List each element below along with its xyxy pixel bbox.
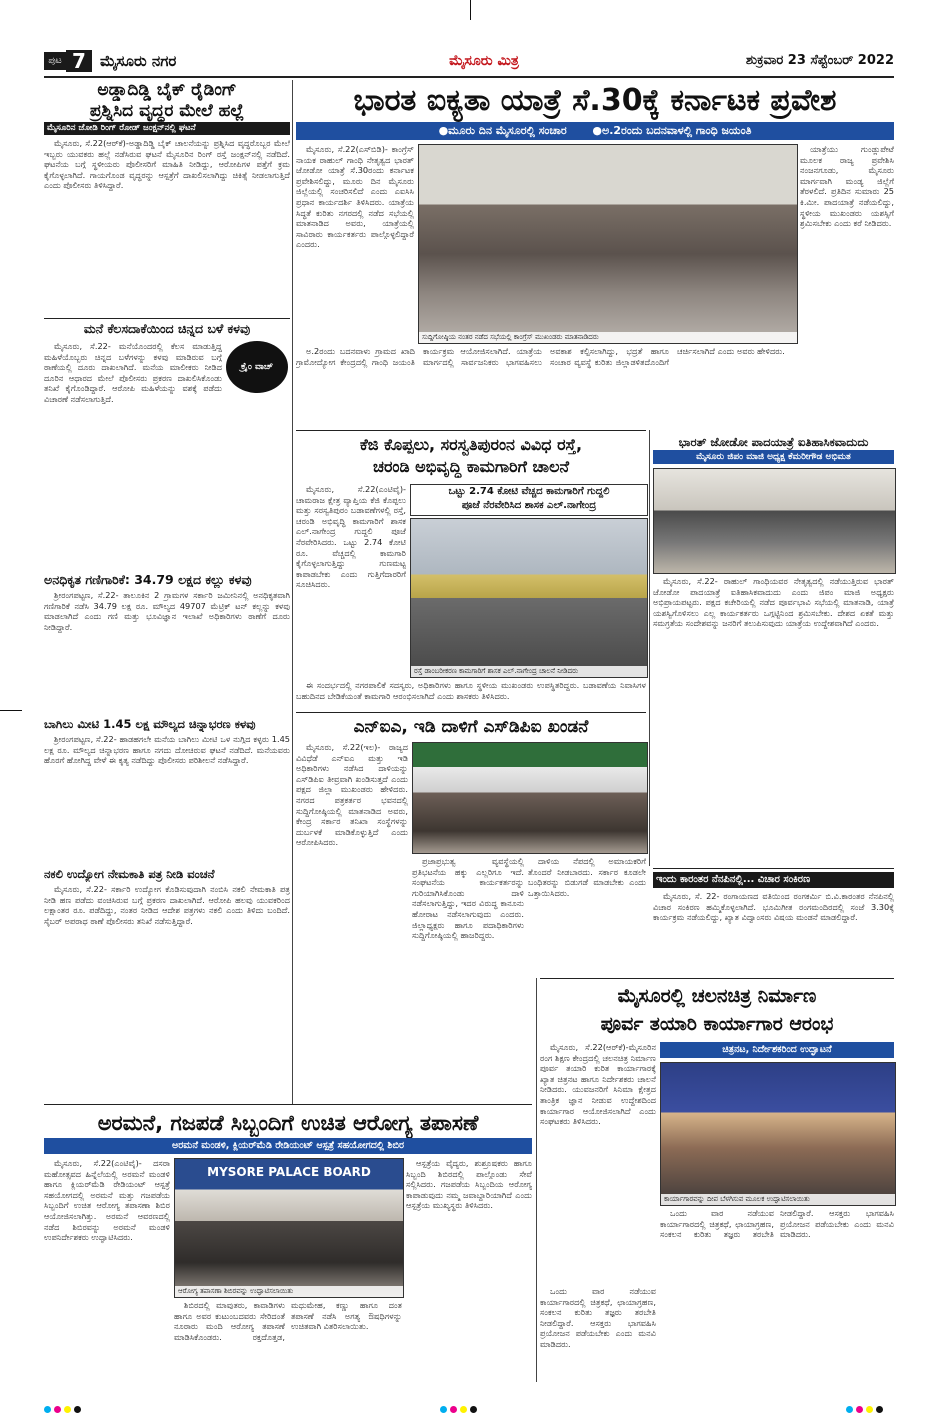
film-story (540, 982, 894, 1382)
left-story-1-strap: ಮೈಸೂರಿನ ಜೋಡಿ ರಿಂಗ್ ರೋಡ್ ಜಂಕ್ಷನ್‌ನಲ್ಲಿ ಘಟನೆ (44, 122, 290, 135)
seminar-body: ಮೈಸೂರು, ಸೆ. 22- ರಂಗಾಯಣದ ವತಿಯಿಂದ ರಂಗಕರ್ಮಿ ಬಿ.ವಿ.ಕಾರಂತರ ನೆನಪಿನಲ್ಲಿ ವಿಚಾರ ಸಂಕಿರಣ ಹಮ್ಮಿಕೊಳ್ಳಲಾಗಿದೆ. ಭೂಮಿಗೀತ ರಂಗಮಂದಿರದಲ್ಲಿ ಸಂಜೆ 3.30ಕ್ಕೆ ಕಾರ್ಯಕ್ರಮ ನಡೆಯಲಿದ್ದು, ಖ್ಯಾತ ವಿದ್ವಾಂಸರು ವಿಷಯ ಮಂಡನೆ ಮಾಡಲಿದ್ದಾರೆ. (653, 891, 894, 923)
lead-strap-right: ●ಅ.2ರಂದು ಬದನವಾಳಲ್ಲಿ ಗಾಂಧಿ ಜಯಂತಿ (592, 124, 752, 137)
left-story-1-headline-2: ಪ್ರಶ್ನಿಸಿದ ವೃದ್ಧರ ಮೇಲೆ ಹಲ್ಲೆ (89, 101, 245, 121)
divider (44, 1104, 532, 1105)
page-number: 7 (66, 50, 92, 72)
divider (296, 712, 646, 713)
lead-body-2: ಅ.2ರಂದು ಬದನವಾಳು ಗ್ರಾಮದ ಖಾದಿ ಗ್ರಾಮೋದ್ಯೋಗ ಕೇಂದ್ರದಲ್ಲಿ ಗಾಂಧಿ ಜಯಂತಿ ಕಾರ್ಯಕ್ರಮ ಆಯೋಜಿಸಲಾಗಿದೆ. ಯಾತ್ರೆಯ ಮಾರ್ಗದಲ್ಲಿ ಸಾರ್ವಜನಿಕರು ಭಾಗವಹಿಸಲು ಅವಕಾಶ ಕಲ್ಪಿಸಲಾಗಿದ್ದು, ಭದ್ರತೆ ಹಾಗೂ ಸಂಚಾರ ವ್ಯವಸ್ಥೆ ಕುರಿತು ಜಿಲ್ಲಾಡಳಿತದೊಂದಿಗೆ ಚರ್ಚಿಸಲಾಗಿದೆ ಎಂದು ಅವರು ಹೇಳಿದರು. (296, 346, 785, 367)
registration-dots-center (440, 1398, 480, 1417)
registration-dots-left (44, 1398, 84, 1417)
left-story-4-headline: ಬಾಗಿಲು ಮೀಟಿ 1.45 ಲಕ್ಷ ಮೌಲ್ಯದ ಚಿನ್ನಾಭರಣ ಕಳವು (44, 717, 256, 731)
left-story-1 (44, 80, 290, 316)
nia-photo (412, 742, 648, 854)
left-story-3 (44, 572, 290, 712)
masthead (44, 50, 894, 72)
lead-body-1: ಮೈಸೂರು, ಸೆ.22(ಎಸ್‌ಬಿಡಿ)- ಕಾಂಗ್ರೆಸ್ ನಾಯಕ ರಾಹುಲ್ ಗಾಂಧಿ ನೇತೃತ್ವದ ಭಾರತ್ ಜೋಡೋ ಯಾತ್ರೆ ಸೆ.30ರಂದು ಕರ್ನಾಟಕ ಪ್ರವೇಶಿಸಲಿದ್ದು, ಮೂರು ದಿನ ಮೈಸೂರು ಜಿಲ್ಲೆಯಲ್ಲಿ ಸಂಚರಿಸಲಿದೆ ಎಂದು ಎಐಸಿಸಿ ಪ್ರಧಾನ ಕಾರ್ಯದರ್ಶಿ ತಿಳಿಸಿದರು. ಯಾತ್ರೆಯ ಸಿದ್ಧತೆ ಕುರಿತು ನಗರದಲ್ಲಿ ನಡೆದ ಸಭೆಯಲ್ಲಿ ಮಾತನಾಡಿದ ಅವರು, ಯಾತ್ರೆಯಲ್ಲಿ ಸಾವಿರಾರು ಕಾರ್ಯಕರ್ತರು ಪಾಲ್ಗೊಳ್ಳಲಿದ್ದಾರೆ ಎಂದರು. (296, 144, 414, 250)
bottom-story (44, 1108, 532, 1382)
palace-board-banner: MYSORE PALACE BOARD (207, 1165, 371, 1179)
bottom-body-1: ಮೈಸೂರು, ಸೆ.22(ಎಂಟಿವೈ)- ದಸರಾ ಮಹೋತ್ಸವದ ಹಿನ್ನೆಲೆಯಲ್ಲಿ ಅರಮನೆ ಮಂಡಳಿ ಹಾಗೂ ಕ್ಲಿಯರ್‌ಮೆಡಿ ರೇಡಿಯಂಟ್ ಆಸ್ಪತ್ರೆ ಸಹಯೋಗದಲ್ಲಿ ಅರಮನೆ ಮತ್ತು ಗಜಪಡೆಯ ಸಿಬ್ಬಂದಿಗೆ ಉಚಿತ ಆರೋಗ್ಯ ತಪಾಸಣಾ ಶಿಬಿರ ಆಯೋಜಿಸಲಾಗಿತ್ತು. ಅರಮನೆ ಆವರಣದಲ್ಲಿ ನಡೆದ ಶಿಬಿರವನ್ನು ಅರಮನೆ ಮಂಡಳಿ ಉಪನಿರ್ದೇಶಕರು ಉದ್ಘಾಟಿಸಿದರು. (44, 1158, 170, 1243)
film-body-1: ಮೈಸೂರು, ಸೆ.22(ಆರ್‌ಕೆ)-ಮೈಸೂರಿನ ರಂಗ ಶಿಕ್ಷಣ ಕೇಂದ್ರದಲ್ಲಿ ಚಲನಚಿತ್ರ ನಿರ್ಮಾಣ ಪೂರ್ವ ತಯಾರಿ ಕುರಿತ ಕಾರ್ಯಾಗಾರಕ್ಕೆ ಖ್ಯಾತ ಚಿತ್ರನಟ ಹಾಗೂ ನಿರ್ದೇಶಕರು ಚಾಲನೆ ನೀಡಿದರು. ಯುವಜನರಿಗೆ ಸಿನಿಮಾ ಕ್ಷೇತ್ರದ ತಾಂತ್ರಿಕ ಜ್ಞಾನ ನೀಡುವ ಉದ್ದೇಶದಿಂದ ಕಾರ್ಯಾಗಾರ ಆಯೋಜಿಸಲಾಗಿದೆ ಎಂದು ಸಂಘಟಕರು ತಿಳಿಸಿದರು. (540, 1042, 656, 1127)
middle-strap-line-1: ಒಟ್ಟು 2.74 ಕೋಟಿ ವೆಚ್ಚದ ಕಾಮಗಾರಿಗೆ ಗುದ್ದಲಿ (448, 486, 610, 497)
middle-headline-2: ಚರಂಡಿ ಅಭಿವೃದ್ಧಿ ಕಾಮಗಾರಿಗೆ ಚಾಲನೆ (373, 457, 569, 476)
column-divider (292, 80, 293, 1104)
film-photo-caption: ಕಾರ್ಯಾಗಾರವನ್ನು ದೀಪ ಬೆಳಗಿಸುವ ಮೂಲಕ ಉದ್ಘಾಟಿಸಲಾಯಿತು (661, 1194, 895, 1205)
left-story-5-body: ಮೈಸೂರು, ಸೆ.22- ಸರ್ಕಾರಿ ಉದ್ಯೋಗ ಕೊಡಿಸುವುದಾಗಿ ನಂಬಿಸಿ ನಕಲಿ ನೇಮಕಾತಿ ಪತ್ರ ನೀಡಿ ಹಣ ಪಡೆದು ವಂಚಿಸಿರುವ ಬಗ್ಗೆ ಪ್ರಕರಣ ದಾಖಲಾಗಿದೆ. ಆರೋಪಿ ಹಲವು ಯುವಕರಿಂದ ಲಕ್ಷಾಂತರ ರೂ. ಪಡೆದಿದ್ದು, ನಂತರ ನೀಡಿದ ಆದೇಶ ಪತ್ರಗಳು ನಕಲಿ ಎಂದು ತಿಳಿದು ಬಂದಿದೆ. ಸೈಬರ್ ಅಪರಾಧ ಠಾಣೆ ಪೊಲೀಸರು ತನಿಖೆ ನಡೆಸುತ್ತಿದ್ದಾರೆ. (44, 884, 290, 926)
nia-body-2: ಪ್ರಜಾಪ್ರಭುತ್ವ ವ್ಯವಸ್ಥೆಯಲ್ಲಿ ಪ್ರತಿಭಟನೆಯ ಹಕ್ಕು ಎಲ್ಲರಿಗೂ ಇದೆ. ಸಂಘಟನೆಯ ಕಾರ್ಯಕರ್ತರನ್ನು ಗುರಿಯಾಗಿಸಿಕೊಂಡು ದಾಳಿ ನಡೆಸಲಾಗುತ್ತಿದ್ದು, ಇದರ ವಿರುದ್ಧ ಕಾನೂನು ಹೋರಾಟ ನಡೆಸಲಾಗುವುದು ಎಂದರು. ಜಿಲ್ಲಾಧ್ಯಕ್ಷರು ಹಾಗೂ ಪದಾಧಿಕಾರಿಗಳು ಸುದ್ದಿಗೋಷ್ಠಿಯಲ್ಲಿ ಹಾಜರಿದ್ದರು. (412, 856, 524, 941)
crop-mark-top (470, 0, 471, 20)
divider (653, 868, 894, 869)
bottom-photo (174, 1158, 404, 1298)
crop-mark-left (0, 710, 22, 711)
masthead-rule (44, 76, 894, 78)
lead-headline: ಭಾರತ ಐಕ್ಯತಾ ಯಾತ್ರೆ ಸೆ.30ಕ್ಕೆ ಕರ್ನಾಟಕ ಪ್ರವೇಶ (353, 83, 837, 118)
middle-body-1: ಮೈಸೂರು, ಸೆ.22(ಎಂಟಿವೈ)- ಚಾಮರಾಜ ಕ್ಷೇತ್ರ ವ್ಯಾಪ್ತಿಯ ಕೆಜಿ ಕೊಪ್ಪಲು ಮತ್ತು ಸರಸ್ವತಿಪುರಂ ಬಡಾವಣೆಗಳಲ್ಲಿ ರಸ್ತೆ, ಚರಂಡಿ ಅಭಿವೃದ್ಧಿ ಕಾಮಗಾರಿಗೆ ಶಾಸಕ ಎಲ್.ನಾಗೇಂದ್ರ ಗುದ್ದಲಿ ಪೂಜೆ ನೆರವೇರಿಸಿದರು. ಒಟ್ಟು 2.74 ಕೋಟಿ ರೂ. ವೆಚ್ಚದಲ್ಲಿ ಕಾಮಗಾರಿ ಕೈಗೊಳ್ಳಲಾಗುತ್ತಿದ್ದು ಗುಣಮಟ್ಟ ಕಾಪಾಡಬೇಕು ಎಂದು ಗುತ್ತಿಗೆದಾರರಿಗೆ ಸೂಚಿಸಿದರು. (296, 484, 406, 590)
middle-headline: ಕೆಜಿ ಕೊಪ್ಪಲು, ಸರಸ್ವತಿಪುರಂನ ವಿವಿಧ ರಸ್ತೆ, (359, 435, 583, 454)
middle-body-2: ಈ ಸಂದರ್ಭದಲ್ಲಿ ನಗರಪಾಲಿಕೆ ಸದಸ್ಯರು, ಅಧಿಕಾರಿಗಳು ಹಾಗೂ ಸ್ಥಳೀಯ ಮುಖಂಡರು ಉಪಸ್ಥಿತರಿದ್ದರು. ಬಡಾವಣೆಯ ನಿವಾಸಿಗಳ ಬಹುದಿನದ ಬೇಡಿಕೆಯಂತೆ ಕಾಮಗಾರಿ ಆರಂಭಿಸಲಾಗಿದೆ ಎಂದು ಶಾಸಕರು ತಿಳಿಸಿದರು. (296, 680, 646, 701)
section-title: ಮೈಸೂರು ನಗರ (100, 52, 177, 70)
nia-body-1: ಮೈಸೂರು, ಸೆ.22(ಇಲ)- ರಾಜ್ಯದ ವಿವಿಧೆಡೆ ಎನ್‌ಐಎ ಮತ್ತು ಇಡಿ ಅಧಿಕಾರಿಗಳು ನಡೆಸಿದ ದಾಳಿಯನ್ನು ಎಸ್‌ಡಿಪಿಐ ತೀವ್ರವಾಗಿ ಖಂಡಿಸುತ್ತದೆ ಎಂದು ಪಕ್ಷದ ಜಿಲ್ಲಾ ಮುಖಂಡರು ಹೇಳಿದರು. ನಗರದ ಪತ್ರಕರ್ತರ ಭವನದಲ್ಲಿ ಸುದ್ದಿಗೋಷ್ಠಿಯಲ್ಲಿ ಮಾತನಾಡಿದ ಅವರು, ಕೇಂದ್ರ ಸರ್ಕಾರ ತನಿಖಾ ಸಂಸ್ಥೆಗಳನ್ನು ದುರ್ಬಳಕೆ ಮಾಡಿಕೊಳ್ಳುತ್ತಿದೆ ಎಂದು ಆರೋಪಿಸಿದರು. (296, 742, 408, 848)
film-photo (660, 1062, 896, 1206)
column-divider (649, 430, 650, 866)
column-divider (536, 978, 537, 1382)
seminar-story (653, 872, 894, 976)
crime-watch-badge: ಕ್ರೈಂ ವಾಚ್ (226, 341, 288, 393)
left-story-2 (44, 321, 290, 569)
right-1-headline: ಭಾರತ್ ಜೋಡೋ ಪಾದಯಾತ್ರೆ ಐತಿಹಾಸಿಕವಾದುದು (678, 435, 869, 449)
lead-body-3: ಯಾತ್ರೆಯು ಗುಂಡ್ಲುಪೇಟೆ ಮೂಲಕ ರಾಜ್ಯ ಪ್ರವೇಶಿಸಿ ನಂಜನಗೂಡು, ಮೈಸೂರು ಮಾರ್ಗವಾಗಿ ಮಂಡ್ಯ ಜಿಲ್ಲೆಗೆ ತೆರಳಲಿದೆ. ಪ್ರತಿದಿನ ಸುಮಾರು 25 ಕಿ.ಮೀ. ಪಾದಯಾತ್ರೆ ನಡೆಯಲಿದ್ದು, ಸ್ಥಳೀಯ ಮುಖಂಡರು ಯಶಸ್ಸಿಗೆ ಶ್ರಮಿಸಬೇಕು ಎಂದು ಕರೆ ನೀಡಿದರು. (800, 144, 894, 229)
page-label: ಪುಟ (44, 52, 66, 70)
divider (44, 318, 290, 319)
bottom-strap: ಅರಮನೆ ಮಂಡಳಿ, ಕ್ಲಿಯರ್‌ಮೆಡಿ ರೇಡಿಯಂಟ್ ಆಸ್ಪತ್ರೆ ಸಹಯೋಗದಲ್ಲಿ ಶಿಬಿರ (44, 1138, 532, 1154)
left-story-3-headline: ಅನಧಿಕೃತ ಗಣಿಗಾರಿಕೆ: 34.79 ಲಕ್ಷದ ಕಲ್ಲು ಕಳವು (44, 572, 252, 587)
seminar-headline: ಇಂದು ಕಾರಂತರ ನೆನಪಿನಲ್ಲಿ... ವಿಚಾರ ಸಂಕಿರಣ (653, 872, 894, 888)
bottom-body-3: ಆಸ್ಪತ್ರೆಯ ವೈದ್ಯರು, ಶುಶ್ರೂಷಕರು ಹಾಗೂ ಸಿಬ್ಬಂದಿ ಶಿಬಿರದಲ್ಲಿ ಪಾಲ್ಗೊಂಡು ಸೇವೆ ಸಲ್ಲಿಸಿದರು. ಗಜಪಡೆಯ ಸಿಬ್ಬಂದಿಯ ಆರೋಗ್ಯ ಕಾಪಾಡುವುದು ನಮ್ಮ ಜವಾಬ್ದಾರಿಯಾಗಿದೆ ಎಂದು ಆಸ್ಪತ್ರೆಯ ಮುಖ್ಯಸ್ಥರು ತಿಳಿಸಿದರು. (406, 1158, 532, 1211)
left-story-1-body: ಮೈಸೂರು, ಸೆ.22(ಆರ್‌ಕೆ)-ಅಡ್ಡಾದಿಡ್ಡಿ ಬೈಕ್ ಚಾಲನೆಯನ್ನು ಪ್ರಶ್ನಿಸಿದ ವೃದ್ಧರೊಬ್ಬರ ಮೇಲೆ ಇಬ್ಬರು ಯುವಕರು ಹಲ್ಲೆ ನಡೆಸಿರುವ ಘಟನೆ ಮೈಸೂರಿನ ರಿಂಗ್ ರಸ್ತೆ ಜಂಕ್ಷನ್‌ನಲ್ಲಿ ನಡೆದಿದೆ. ಘಟನೆಯ ಬಗ್ಗೆ ಸ್ಥಳೀಯರು ಪೊಲೀಸರಿಗೆ ಮಾಹಿತಿ ನೀಡಿದ್ದು, ಆರೋಪಿಗಳ ಪತ್ತೆಗೆ ಕ್ರಮ ಕೈಗೊಳ್ಳಲಾಗಿದೆ. ಗಾಯಗೊಂಡ ವೃದ್ಧರನ್ನು ಆಸ್ಪತ್ರೆಗೆ ದಾಖಲಿಸಲಾಗಿದ್ದು ಚಿಕಿತ್ಸೆ ನೀಡಲಾಗುತ್ತಿದೆ ಎಂದು ಪೊಲೀಸರು ತಿಳಿಸಿದ್ದಾರೆ. (44, 138, 290, 191)
left-story-1-headline: ಅಡ್ಡಾದಿಡ್ಡಿ ಬೈಕ್ ರೈಡಿಂಗ್ (97, 80, 237, 100)
film-headline-2: ಪೂರ್ವ ತಯಾರಿ ಕಾರ್ಯಾಗಾರ ಆರಂಭ (600, 1013, 834, 1035)
lead-strap-left: ●ಮೂರು ದಿನ ಮೈಸೂರಲ್ಲಿ ಸಂಚಾರ (438, 124, 567, 137)
registration-dots-right (846, 1398, 886, 1417)
paper-name: ಮೈಸೂರು ಮಿತ್ರ (449, 53, 519, 69)
nia-headline: ಎನ್‌ಐಎ, ಇಡಿ ದಾಳಿಗೆ ಎಸ್‌ಡಿಪಿಐ ಖಂಡನೆ (353, 717, 589, 737)
film-headline: ಮೈಸೂರಲ್ಲಿ ಚಲನಚಿತ್ರ ನಿರ್ಮಾಣ (617, 985, 817, 1007)
bottom-headline: ಅರಮನೆ, ಗಜಪಡೆ ಸಿಬ್ಬಂದಿಗೆ ಉಚಿತ ಆರೋಗ್ಯ ತಪಾಸಣೆ (97, 1111, 479, 1135)
divider (296, 430, 646, 431)
divider (540, 978, 894, 979)
right-1-photo (653, 468, 896, 574)
middle-strap (410, 484, 648, 516)
right-1-body: ಮೈಸೂರು, ಸೆ.22- ರಾಹುಲ್ ಗಾಂಧಿಯವರ ನೇತೃತ್ವದಲ್ಲಿ ನಡೆಯುತ್ತಿರುವ ಭಾರತ್ ಜೋಡೋ ಪಾದಯಾತ್ರೆ ಐತಿಹಾಸಿಕವಾದುದು ಎಂದು ಜಿಪಂ ಮಾಜಿ ಅಧ್ಯಕ್ಷರು ಅಭಿಪ್ರಾಯಪಟ್ಟರು. ಪಕ್ಷದ ಕಚೇರಿಯಲ್ಲಿ ನಡೆದ ಪೂರ್ವಭಾವಿ ಸಭೆಯಲ್ಲಿ ಮಾತನಾಡಿ, ಯಾತ್ರೆ ಯಶಸ್ವಿಗೊಳಿಸಲು ಎಲ್ಲ ಕಾರ್ಯಕರ್ತರು ಒಗ್ಗಟ್ಟಿನಿಂದ ಶ್ರಮಿಸಬೇಕು. ದೇಶದ ಏಕತೆ ಮತ್ತು ಸಮಗ್ರತೆಯ ಸಂದೇಶವನ್ನು ಜನರಿಗೆ ತಲುಪಿಸುವುದು ಯಾತ್ರೆಯ ಉದ್ದೇಶವಾಗಿದೆ ಎಂದರು. (653, 576, 894, 629)
left-story-2-body: ಮೈಸೂರು, ಸೆ.22- ಮನೆಯೊಂದರಲ್ಲಿ ಕೆಲಸ ಮಾಡುತ್ತಿದ್ದ ಮಹಿಳೆಯೊಬ್ಬರು ಚಿನ್ನದ ಬಳೆಗಳನ್ನು ಕಳವು ಮಾಡಿರುವ ಬಗ್ಗೆ ಠಾಣೆಯಲ್ಲಿ ದೂರು ದಾಖಲಾಗಿದೆ. ಮನೆಯ ಮಾಲೀಕರು ನೀಡಿದ ದೂರಿನ ಆಧಾರದ ಮೇಲೆ ಪೊಲೀಸರು ಪ್ರಕರಣ ದಾಖಲಿಸಿಕೊಂಡು ತನಿಖೆ ಕೈಗೊಂಡಿದ್ದಾರೆ. ಆರೋಪಿ ಮಹಿಳೆಯನ್ನು ವಶಕ್ಕೆ ಪಡೆದು ವಿಚಾರಣೆ ನಡೆಸಲಾಗುತ್ತಿದೆ. (44, 341, 222, 404)
middle-photo-caption: ರಸ್ತೆ ಡಾಂಬರೀಕರಣ ಕಾಮಗಾರಿಗೆ ಶಾಸಕ ಎಲ್.ನಾಗೇಂದ್ರ ಚಾಲನೆ ನೀಡಿದರು (411, 666, 647, 677)
left-story-2-headline: ಮನೆ ಕೆಲಸದಾಕೆಯಿಂದ ಚಿನ್ನದ ಬಳೆ ಕಳವು (83, 321, 251, 336)
lead-story (296, 80, 894, 426)
bottom-body-2: ಶಿಬಿರದಲ್ಲಿ ಮಾವುತರು, ಕಾವಾಡಿಗಳು ಹಾಗೂ ಅವರ ಕುಟುಂಬದವರು ಸೇರಿದಂತೆ ನೂರಾರು ಮಂದಿ ಆರೋಗ್ಯ ತಪಾಸಣೆ ಮಾಡಿಸಿಕೊಂಡರು. ರಕ್ತದೊತ್ತಡ, ಮಧುಮೇಹ, ಕಣ್ಣು ಹಾಗೂ ದಂತ ತಪಾಸಣೆ ನಡೆಸಿ ಅಗತ್ಯ ಔಷಧಿಗಳನ್ನು ಉಚಿತವಾಗಿ ವಿತರಿಸಲಾಯಿತು. (174, 1300, 402, 1342)
left-story-5 (44, 866, 290, 1102)
middle-strap-line-2: ಪೂಜೆ ನೆರವೇರಿಸಿದ ಶಾಸಕ ಎಲ್.ನಾಗೇಂದ್ರ (461, 500, 597, 511)
bottom-photo-caption: ಆರೋಗ್ಯ ತಪಾಸಣಾ ಶಿಬಿರವನ್ನು ಉದ್ಘಾಟಿಸಲಾಯಿತು (175, 1286, 403, 1297)
left-story-5-headline: ನಕಲಿ ಉದ್ಯೋಗ ನೇಮಕಾತಿ ಪತ್ರ ನೀಡಿ ವಂಚನೆ (44, 867, 215, 881)
left-story-4 (44, 716, 290, 864)
right-story-1 (653, 434, 894, 864)
lead-strap (296, 122, 894, 140)
middle-story (296, 434, 646, 710)
left-story-3-body: ಶ್ರೀರಂಗಪಟ್ಟಣ, ಸೆ.22- ತಾಲೂಕಿನ 2 ಗ್ರಾಮಗಳ ಸರ್ಕಾರಿ ಜಮೀನಿನಲ್ಲಿ ಅನಧಿಕೃತವಾಗಿ ಗಣಿಗಾರಿಕೆ ನಡೆಸಿ 34.79 ಲಕ್ಷ ರೂ. ಮೌಲ್ಯದ 49707 ಮೆಟ್ರಿಕ್ ಟನ್ ಕಲ್ಲನ್ನು ಕಳವು ಮಾಡಲಾಗಿದೆ ಎಂದು ಗಣಿ ಮತ್ತು ಭೂವಿಜ್ಞಾನ ಇಲಾಖೆ ಅಧಿಕಾರಿಗಳು ಠಾಣೆಗೆ ದೂರು ನೀಡಿದ್ದಾರೆ. (44, 590, 290, 632)
film-body-1b: ಒಂದು ವಾರ ನಡೆಯುವ ಕಾರ್ಯಾಗಾರದಲ್ಲಿ ಚಿತ್ರಕಥೆ, ಛಾಯಾಗ್ರಹಣ, ಸಂಕಲನ ಕುರಿತು ತಜ್ಞರು ತರಬೇತಿ ನೀಡಲಿದ್ದಾರೆ. ಆಸಕ್ತರು ಭಾಗವಹಿಸಿ ಪ್ರಯೋಜನ ಪಡೆಯಬೇಕು ಎಂದು ಮನವಿ ಮಾಡಿದರು. (540, 1286, 656, 1349)
lead-photo (418, 144, 798, 344)
right-1-strap: ಮೈಸೂರು ಜಿಪಂ ಮಾಜಿ ಅಧ್ಯಕ್ಷ ಕೆಮರೀಗೌಡ ಅಭಿಮತ (653, 450, 894, 464)
left-story-4-body: ಶ್ರೀರಂಗಪಟ್ಟಣ, ಸೆ.22- ಹಾಡಹಗಲೇ ಮನೆಯ ಬಾಗಿಲು ಮೀಟಿ ಒಳ ನುಗ್ಗಿದ ಕಳ್ಳರು 1.45 ಲಕ್ಷ ರೂ. ಮೌಲ್ಯದ ಚಿನ್ನಾಭರಣ ಹಾಗೂ ನಗದು ದೋಚಿರುವ ಘಟನೆ ನಡೆದಿದೆ. ಮನೆಯವರು ಹೊರಗೆ ಹೋಗಿದ್ದ ವೇಳೆ ಈ ಕೃತ್ಯ ನಡೆದಿದ್ದು ಪೊಲೀಸರು ಪರಿಶೀಲನೆ ನಡೆಸಿದ್ದಾರೆ. (44, 734, 290, 766)
film-body-2: ಒಂದು ವಾರ ನಡೆಯುವ ಕಾರ್ಯಾಗಾರದಲ್ಲಿ ಚಿತ್ರಕಥೆ, ಛಾಯಾಗ್ರಹಣ, ಸಂಕಲನ ಕುರಿತು ತಜ್ಞರು ತರಬೇತಿ ನೀಡಲಿದ್ದಾರೆ. ಆಸಕ್ತರು ಭಾಗವಹಿಸಿ ಪ್ರಯೋಜನ ಪಡೆಯಬೇಕು ಎಂದು ಮನವಿ ಮಾಡಿದರು. (660, 1208, 894, 1240)
lead-photo-caption: ಸುದ್ದಿಗೋಷ್ಠಿಯ ನಂತರ ನಡೆದ ಸಭೆಯಲ್ಲಿ ಕಾಂಗ್ರೆಸ್ ಮುಖಂಡರು ಮಾತನಾಡಿದರು (419, 332, 797, 343)
nia-body-3: ದಾಳಿಯ ನೆಪದಲ್ಲಿ ಅಮಾಯಕರಿಗೆ ತೊಂದರೆ ನೀಡಬಾರದು. ಸರ್ಕಾರ ಕೂಡಲೇ ಬಂಧಿತರನ್ನು ಬಿಡುಗಡೆ ಮಾಡಬೇಕು ಎಂದು ಒತ್ತಾಯಿಸಿದರು. (528, 856, 646, 898)
film-strap: ಚಿತ್ರನಟ, ನಿರ್ದೇಶಕರಿಂದ ಉದ್ಘಾಟನೆ (660, 1042, 894, 1058)
page-date: ಶುಕ್ರವಾರ 23 ಸೆಪ್ಟೆಂಬರ್ 2022 (745, 53, 894, 68)
middle-photo (410, 518, 648, 678)
